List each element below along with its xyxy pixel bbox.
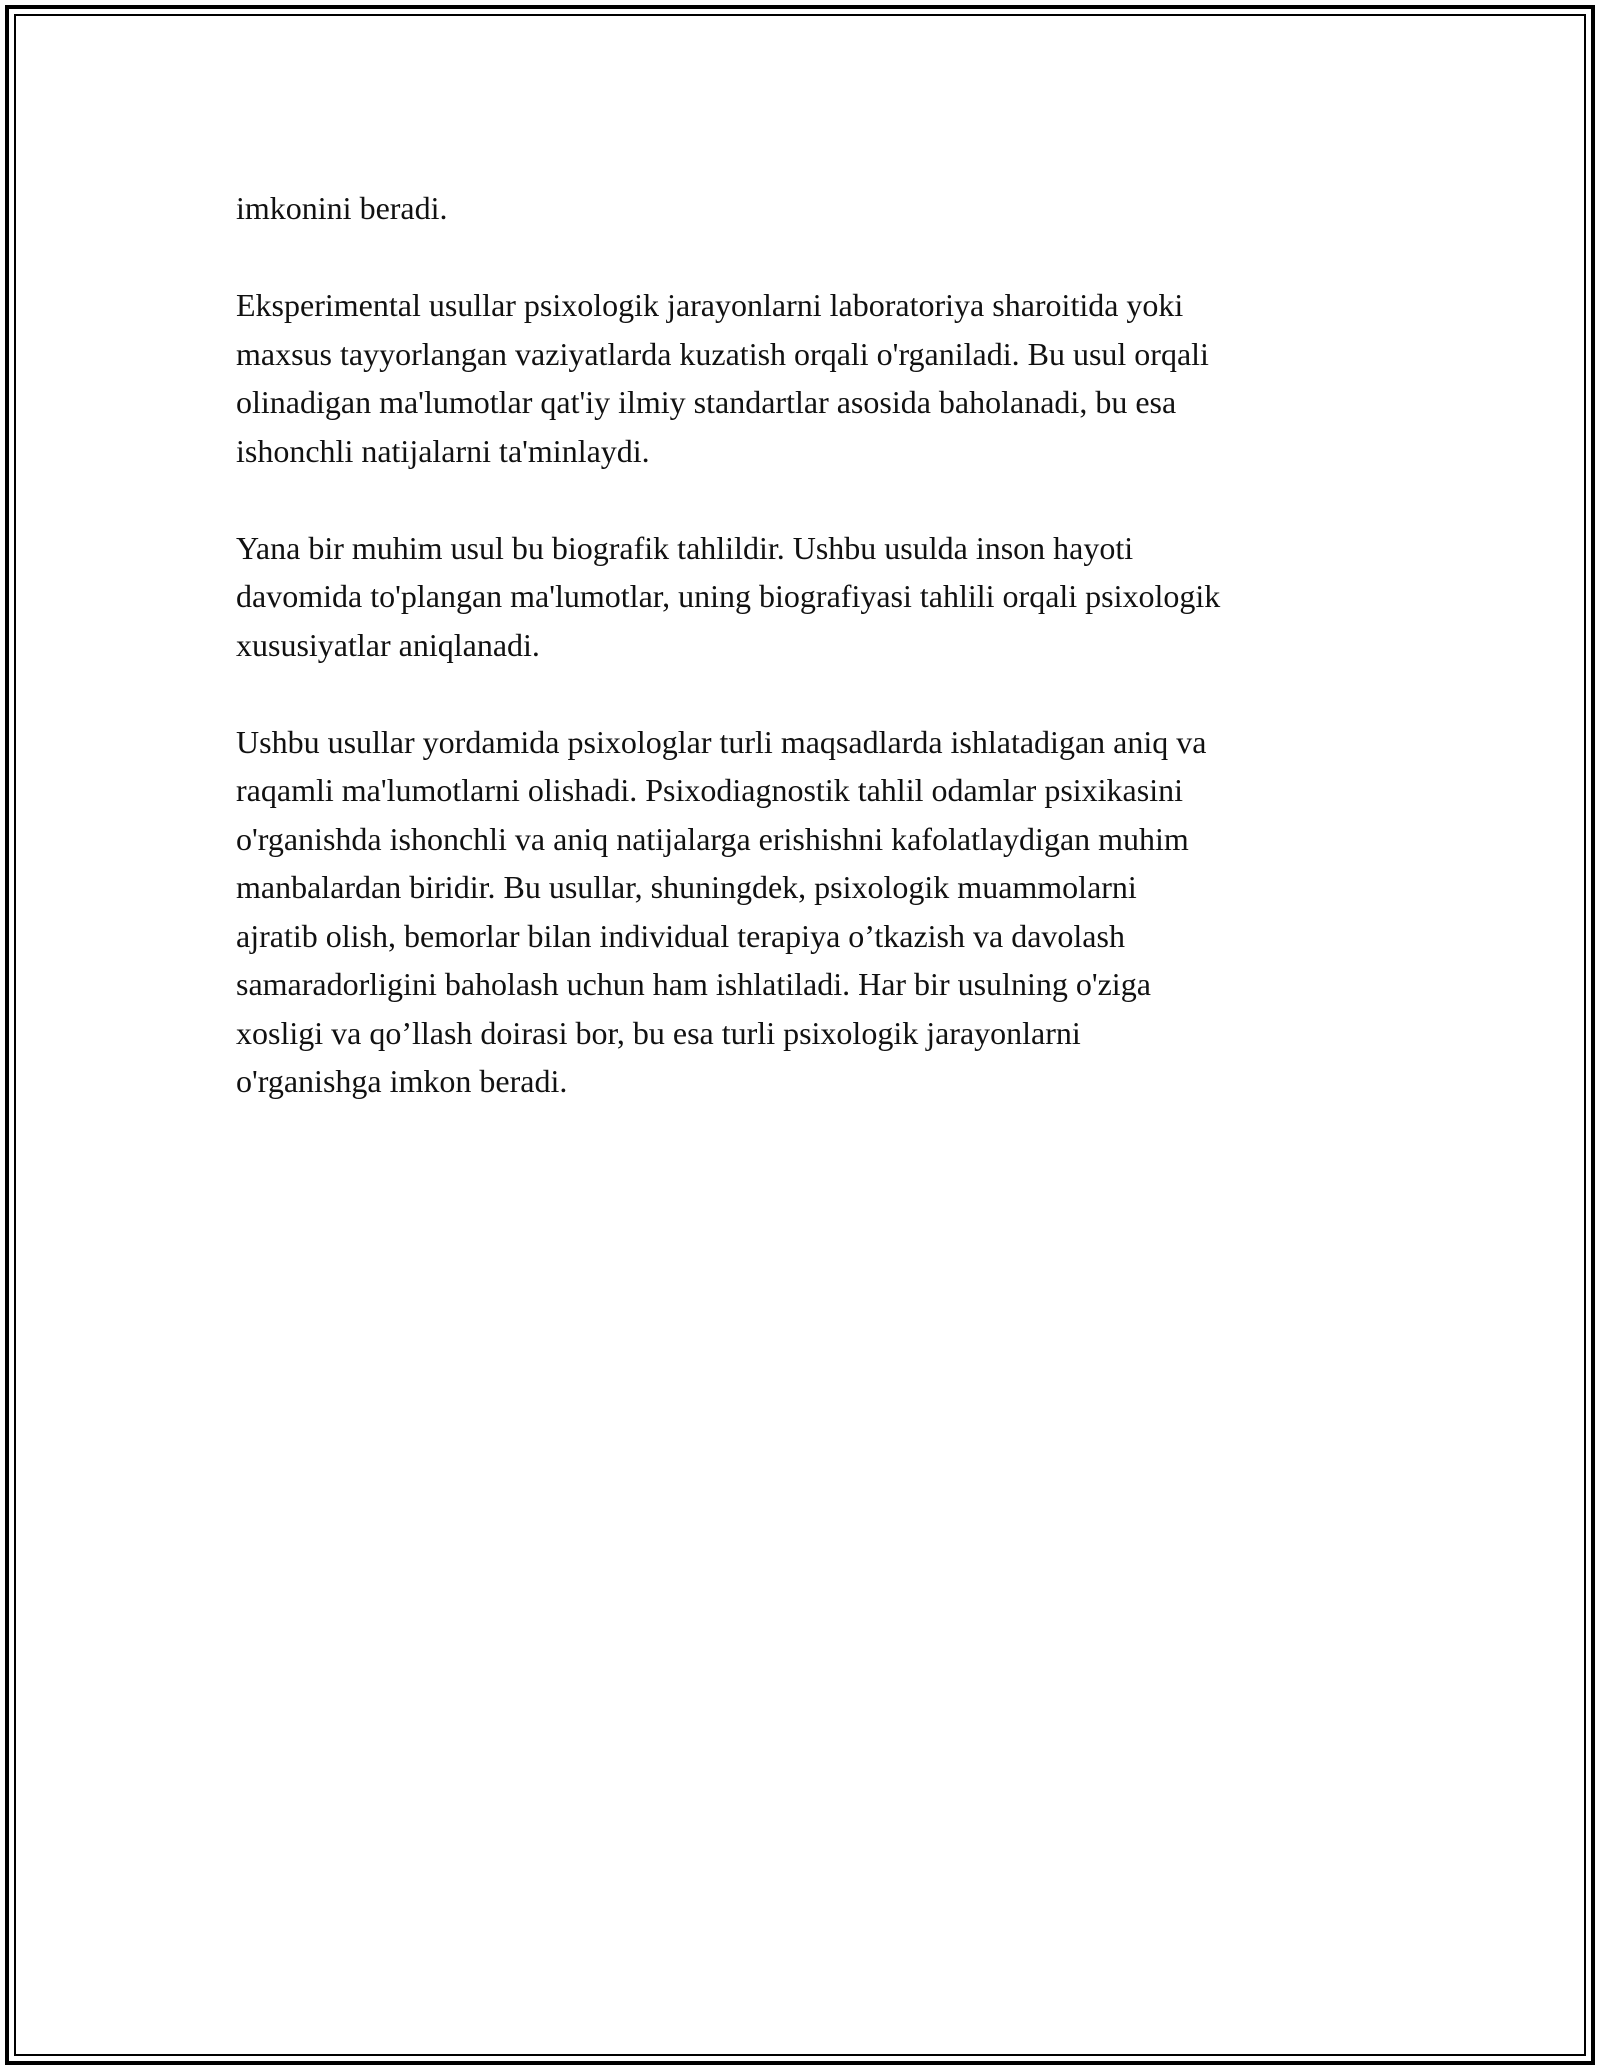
paragraph-continuation: imkonini beradi. xyxy=(236,190,448,226)
document-body xyxy=(236,184,1386,1154)
paragraph-conclusion: Ushbu usullar yordamida psixologlar turli maqsadlarda ishlatadigan aniq va raqamli ma'lumotlarni olishadi. Psixodiagnostik tahlil odamlar psixikasini o'rganishda ishonchli va aniq natijalarga erishishni kafolatlaydigan muhim manbalardan biridir. Bu usullar, shuningdek, psixologik muammolarni ajratib olish, bemorlar bilan individual terapiya o’tkazish va davolash samaradorligini baholash uchun ham ishlatiladi. Har bir usulning o'ziga xosligi va qo’llash doirasi bor, bu esa turli psixologik jarayonlarni o'rganishga imkon beradi. xyxy=(236,723,1207,1099)
paragraph-experimental-methods: Eksperimental usullar psixologik jarayonlarni laboratoriya sharoitida yoki maxsus tayyorlangan vaziyatlarda kuzatish orqali o'rganiladi. Bu usul orqali olinadigan ma'lumotlar qat'iy ilmiy standartlar asosida baholanadi, bu esa ishonchli natijalarni ta'minlaydi. xyxy=(236,287,1209,469)
paragraph-biographical-analysis: Yana bir muhim usul bu biografik tahlildir. Ushbu usulda inson hayoti davomida to'plangan ma'lumotlar, uning biografiyasi tahlili orqali psixologik xususiyatlar aniqlanadi. xyxy=(236,529,1221,663)
